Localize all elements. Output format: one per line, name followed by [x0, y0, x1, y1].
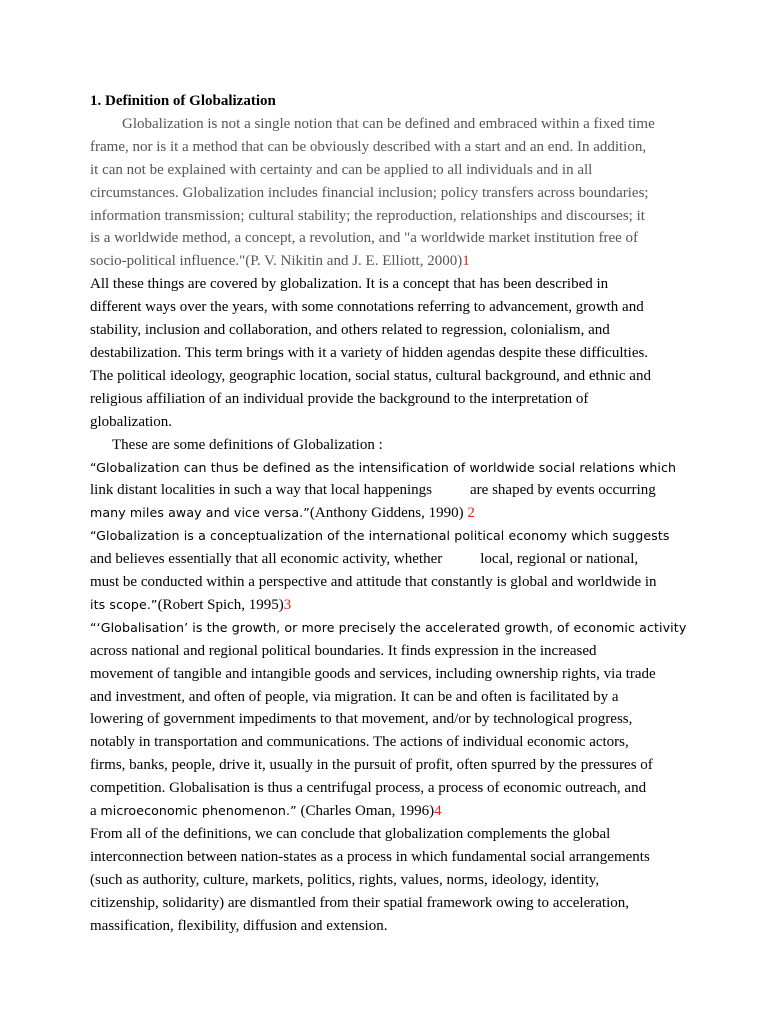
text-segment: and believes essentially that all economic activity, whether [90, 551, 443, 568]
text-line: and investment, and often of people, via migration. It can be and often is facilitated by a [90, 688, 619, 705]
text-line [90, 502, 682, 525]
footnote-marker: 1 [462, 253, 470, 270]
text-line: (such as authority, culture, markets, politics, rights, values, norms, ideology, identity, [90, 871, 600, 888]
quote-line: “Globalization can thus be defined as the intensification of worldwide social relations which [90, 459, 677, 475]
text-line: All these things are covered by globalization. It is a concept that has been described in [90, 276, 609, 293]
text-line: Globalization is not a single notion that can be defined and embraced within a fixed time [122, 115, 655, 132]
text-line: is a worldwide method, a concept, a revolution, and "a worldwide market institution free of [90, 230, 639, 247]
footnote-marker: 2 [467, 505, 475, 522]
text-line: massification, flexibility, diffusion and extension. [90, 917, 388, 934]
definition-spich [90, 525, 682, 617]
text-line: information transmission; cultural stability; the reproduction, relationships and discourses; it [90, 207, 645, 224]
text-line: across national and regional political boundaries. It finds expression in the increased [90, 642, 597, 659]
text-line: must be conducted within a perspective and attitude that constantly is global and worldwide in [90, 574, 657, 591]
definition-giddens [90, 457, 682, 526]
text-line [90, 479, 682, 502]
text-line: circumstances. Globalization includes financial inclusion; policy transfers across boundaries; [90, 184, 649, 201]
text-line [90, 250, 682, 273]
section-heading: 1. Definition of Globalization [90, 93, 276, 109]
citation-text: socio-political influence."(P. V. Nikitin and J. E. Elliott, 2000) [90, 253, 463, 270]
definition-oman [90, 617, 687, 823]
text-line: competition. Globalisation is thus a centrifugal process, a process of economic outreach, and [90, 780, 647, 797]
quote-segment: many miles away and vice versa.” [90, 505, 310, 521]
text-segment: a [90, 803, 101, 820]
text-line: stability, inclusion and collaboration, and others related to regression, colonialism, and [90, 322, 610, 339]
text-line: destabilization. This term brings with it a variety of hidden agendas despite these difficulties. [90, 344, 649, 361]
citation-text: (Anthony Giddens, 1990) [309, 505, 468, 522]
text-line: globalization. [90, 413, 173, 430]
paragraph-conclusion [90, 823, 682, 938]
text-line [90, 800, 682, 823]
text-line: it can not be explained with certainty and can be applied to all individuals and in all [90, 161, 593, 178]
quote-segment: microeconomic phenomenon.” [100, 803, 297, 819]
text-line [90, 594, 682, 617]
text-line: different ways over the years, with some connotations referring to advancement, growth and [90, 299, 644, 316]
text-line: lowering of government impediments to that movement, and/or by technological progress, [90, 711, 633, 728]
text-line [90, 548, 682, 571]
footnote-marker: 4 [434, 803, 442, 820]
definitions-intro: These are some definitions of Globalization : [112, 436, 383, 453]
footnote-marker: 3 [283, 596, 292, 613]
text-line: firms, banks, people, drive it, usually in the pursuit of profit, often spurred by the pressures of [90, 757, 653, 774]
paragraph-intro [90, 113, 682, 273]
quote-segment: its scope.” [90, 596, 158, 612]
text-line: interconnection between nation-states as a process in which fundamental social arrangements [90, 848, 650, 865]
citation-text: (Robert Spich, 1995) [157, 596, 284, 613]
text-segment: are shaped by events occurring [470, 482, 656, 499]
citation-text: (Charles Oman, 1996) [296, 803, 435, 820]
quote-line: “Globalization is a conceptualization of the international political economy which suggests [90, 528, 670, 544]
text-line: religious affiliation of an individual provide the background to the interpretation of [90, 390, 589, 407]
text-line: The political ideology, geographic location, social status, cultural background, and ethnic and [90, 367, 651, 384]
paragraph-connotations [90, 273, 682, 433]
document-body [90, 90, 687, 938]
text-line: notably in transportation and communications. The actions of individual economic actors, [90, 734, 629, 751]
quote-line: “‘Globalisation’ is the growth, or more precisely the accelerated growth, of economic activity [90, 619, 687, 635]
text-segment: link distant localities in such a way that local happenings [90, 482, 433, 499]
text-line: citizenship, solidarity) are dismantled from their spatial framework owing to acceleration, [90, 894, 629, 911]
text-line: From all of the definitions, we can conclude that globalization complements the global [90, 826, 611, 842]
text-line: frame, nor is it a method that can be obviously described with a start and an end. In addition, [90, 138, 647, 155]
text-segment: local, regional or national, [480, 551, 639, 568]
text-line: movement of tangible and intangible goods and services, including ownership rights, via trade [90, 665, 656, 682]
